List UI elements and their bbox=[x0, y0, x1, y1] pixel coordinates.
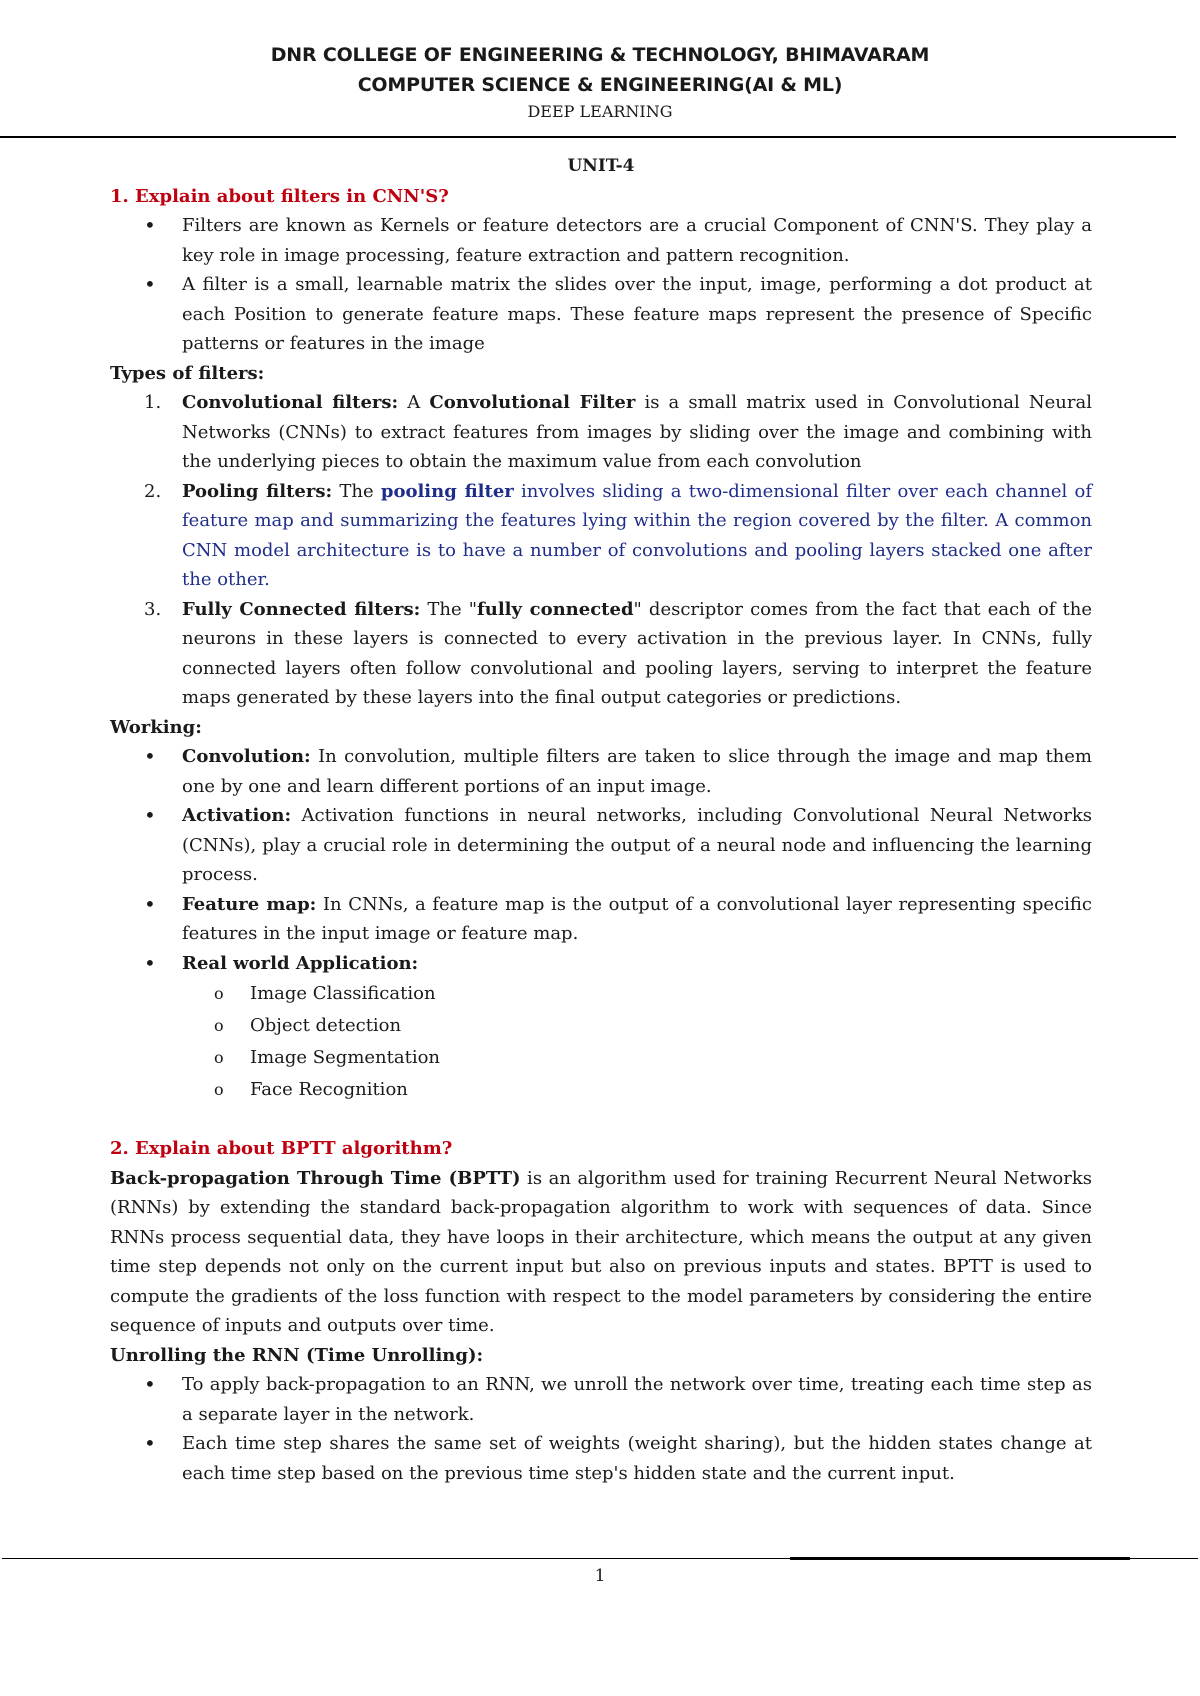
college-name: DNR COLLEGE OF ENGINEERING & TECHNOLOGY, BHIMAVARAM bbox=[270, 44, 930, 66]
unrolling-heading: Unrolling the RNN (Time Unrolling): bbox=[110, 1344, 484, 1366]
text-run: Convolutional Filter bbox=[429, 392, 636, 413]
text-run: Back-propagation Through Time (BPTT) bbox=[110, 1167, 521, 1189]
list-item: o Image Segmentation bbox=[250, 1042, 1092, 1074]
department-name: COMPUTER SCIENCE & ENGINEERING(AI & ML) bbox=[357, 74, 843, 96]
list-item bbox=[182, 742, 1092, 801]
text-run: Fully Connected filters: bbox=[182, 598, 421, 620]
unit-heading: UNIT-4 bbox=[567, 156, 635, 176]
list-item bbox=[182, 801, 1092, 890]
list-item bbox=[144, 595, 1092, 713]
section-spacer bbox=[110, 1106, 1092, 1134]
list-item-text bbox=[182, 599, 1092, 709]
text-run: Activation functions in neural networks, including Convolutional Neural Networks (CNNs), play a crucial role in determining the output of a neural node and influencing the learning process. bbox=[182, 805, 1092, 885]
text-run: Convolutional filters: bbox=[182, 392, 399, 413]
footer-divider-accent bbox=[790, 1557, 1130, 1560]
text-run: The " bbox=[420, 598, 477, 620]
list-item bbox=[182, 211, 1092, 270]
list-number: 2. bbox=[144, 480, 162, 502]
text-run: The bbox=[332, 480, 381, 502]
text-run: pooling filter bbox=[380, 480, 514, 502]
text-run: fully connected bbox=[477, 598, 634, 620]
header-divider bbox=[0, 136, 1176, 138]
text-run: Filters are known as Kernels or feature detectors are a crucial Component of CNN'S. They play a key role in image processing, feature extraction and pattern recognition. bbox=[182, 215, 1092, 266]
list-item bbox=[144, 477, 1092, 595]
text-run: Real world Application: bbox=[182, 952, 419, 974]
applications-list bbox=[110, 978, 1092, 1106]
list-item bbox=[182, 270, 1092, 359]
text-run: is a small matrix used in Convolutional Neural Networks (CNNs) to extract features from images by sliding over the image and combining with the underlying pieces to obtain the maximum value from each convolution bbox=[182, 392, 1092, 472]
list-item bbox=[182, 890, 1092, 949]
text-run: involves sliding a two-dimensional filter over each channel of feature map and summarizing the features lying within the region covered by the filter. A common CNN model architecture is to have a number of convolutions and pooling layers stacked one after the other. bbox=[182, 480, 1092, 590]
document-body bbox=[110, 152, 1092, 1488]
list-item: o Image Classification bbox=[250, 978, 1092, 1010]
page-number: 1 bbox=[594, 1566, 606, 1586]
text-run: " descriptor comes from the fact that each of the neurons in these layers is connected to every activation in the previous layer. In CNNs, fully connected layers often follow convolutional and pooling layers, serving to interpret the feature maps generated by these layers into the final output categories or predictions. bbox=[182, 598, 1092, 708]
list-item bbox=[182, 1370, 1092, 1429]
text-run: Activation: bbox=[182, 805, 292, 826]
text-run: In convolution, multiple filters are taken to slice through the image and map them one by one and learn different portions of an input image. bbox=[182, 746, 1092, 797]
question-2-title: 2. Explain about BPTT algorithm? bbox=[110, 1138, 453, 1159]
subject-name: DEEP LEARNING bbox=[527, 102, 673, 121]
list-item bbox=[144, 388, 1092, 477]
list-number: 3. bbox=[144, 598, 162, 620]
list-item-text bbox=[182, 392, 1092, 472]
list-item: o Face Recognition bbox=[250, 1074, 1092, 1106]
filter-types-list bbox=[110, 388, 1092, 713]
text-run: To apply back-propagation to an RNN, we unroll the network over time, treating each time step as a separate layer in the network. bbox=[182, 1374, 1092, 1425]
bptt-intro-paragraph bbox=[110, 1164, 1092, 1341]
list-item: o Object detection bbox=[250, 1010, 1092, 1042]
text-run: Convolution: bbox=[182, 746, 311, 767]
working-heading: Working: bbox=[110, 716, 202, 738]
question-1-intro-list bbox=[110, 211, 1092, 359]
text-run: In CNNs, a feature map is the output of a convolutional layer representing specific features in the input image or feature map. bbox=[182, 893, 1093, 944]
working-list bbox=[110, 742, 1092, 978]
types-of-filters-heading: Types of filters: bbox=[110, 362, 265, 384]
text-run: Pooling filters: bbox=[182, 480, 333, 502]
text-run: A bbox=[398, 392, 430, 413]
text-run: Feature map: bbox=[182, 893, 317, 915]
list-item-text bbox=[182, 481, 1092, 591]
text-run: is an algorithm used for training Recurrent Neural Networks (RNNs) by extending the standard back-propagation algorithm to work with sequences of data. Since RNNs process sequential data, they have loops in their architecture, which means the output at any given time step depends not only on the current input but also on previous inputs and states. BPTT is used to compute the gradients of the loss function with respect to the model parameters by considering the entire sequence of inputs and outputs over time. bbox=[110, 1167, 1092, 1336]
unrolling-list bbox=[110, 1370, 1092, 1488]
list-item bbox=[182, 1429, 1092, 1488]
text-run: Each time step shares the same set of weights (weight sharing), but the hidden states change at each time step based on the previous time step's hidden state and the current input. bbox=[182, 1433, 1092, 1484]
list-number: 1. bbox=[144, 392, 162, 413]
text-run: A filter is a small, learnable matrix the slides over the input, image, performing a dot product at each Position to generate feature maps. These feature maps represent the presence of Specific patterns or features in the image bbox=[182, 274, 1092, 354]
list-item bbox=[182, 949, 1092, 979]
question-1-title: 1. Explain about filters in CNN'S? bbox=[110, 185, 449, 207]
